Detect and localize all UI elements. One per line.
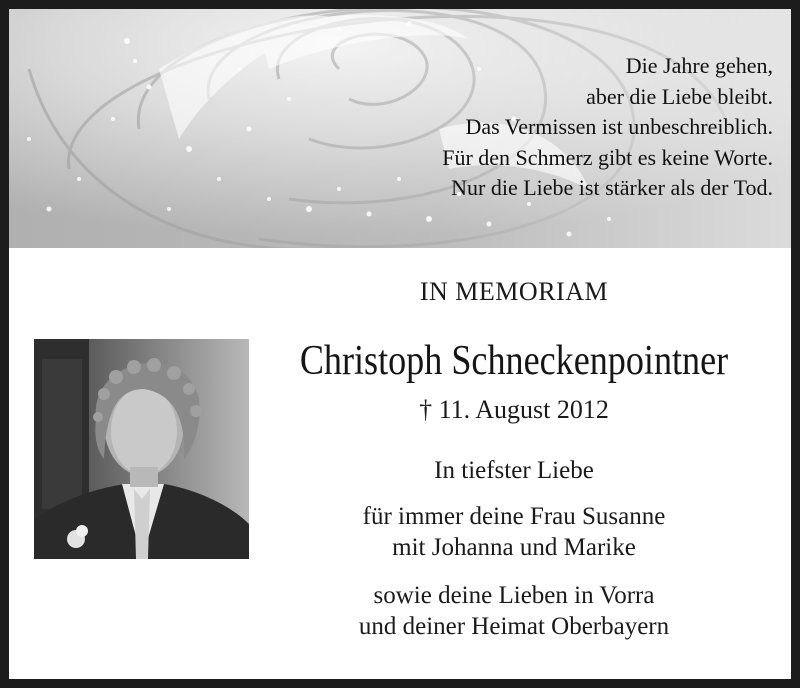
others-line: und deiner Heimat Oberbayern (358, 613, 670, 640)
family-line: für immer deine Frau Susanne (362, 503, 666, 530)
rose-banner (9, 9, 791, 248)
others-line: sowie deine Lieben in Vorra (373, 582, 655, 609)
poem-line: Das Vermissen ist unbeschreiblich. (465, 114, 773, 139)
family-line: mit Johanna und Marike (392, 534, 636, 561)
family-lines (274, 501, 754, 563)
memoriam-heading: IN MEMORIAM (419, 277, 609, 306)
others-lines (274, 580, 754, 642)
death-date: † 11. August 2012 (419, 395, 609, 424)
poem (442, 51, 773, 204)
poem-line: Die Jahre gehen, (625, 53, 773, 78)
deceased-name: Christoph Schneckenpointner (299, 338, 729, 384)
poem-line: Für den Schmerz gibt es keine Worte. (442, 144, 773, 170)
poem-line: Nur die Liebe ist stärker als der Tod. (451, 175, 773, 200)
dedication: In tiefster Liebe (434, 457, 594, 484)
poem-line: aber die Liebe bleibt. (586, 83, 773, 109)
portrait-photo (34, 339, 249, 559)
portrait-image (34, 339, 249, 559)
